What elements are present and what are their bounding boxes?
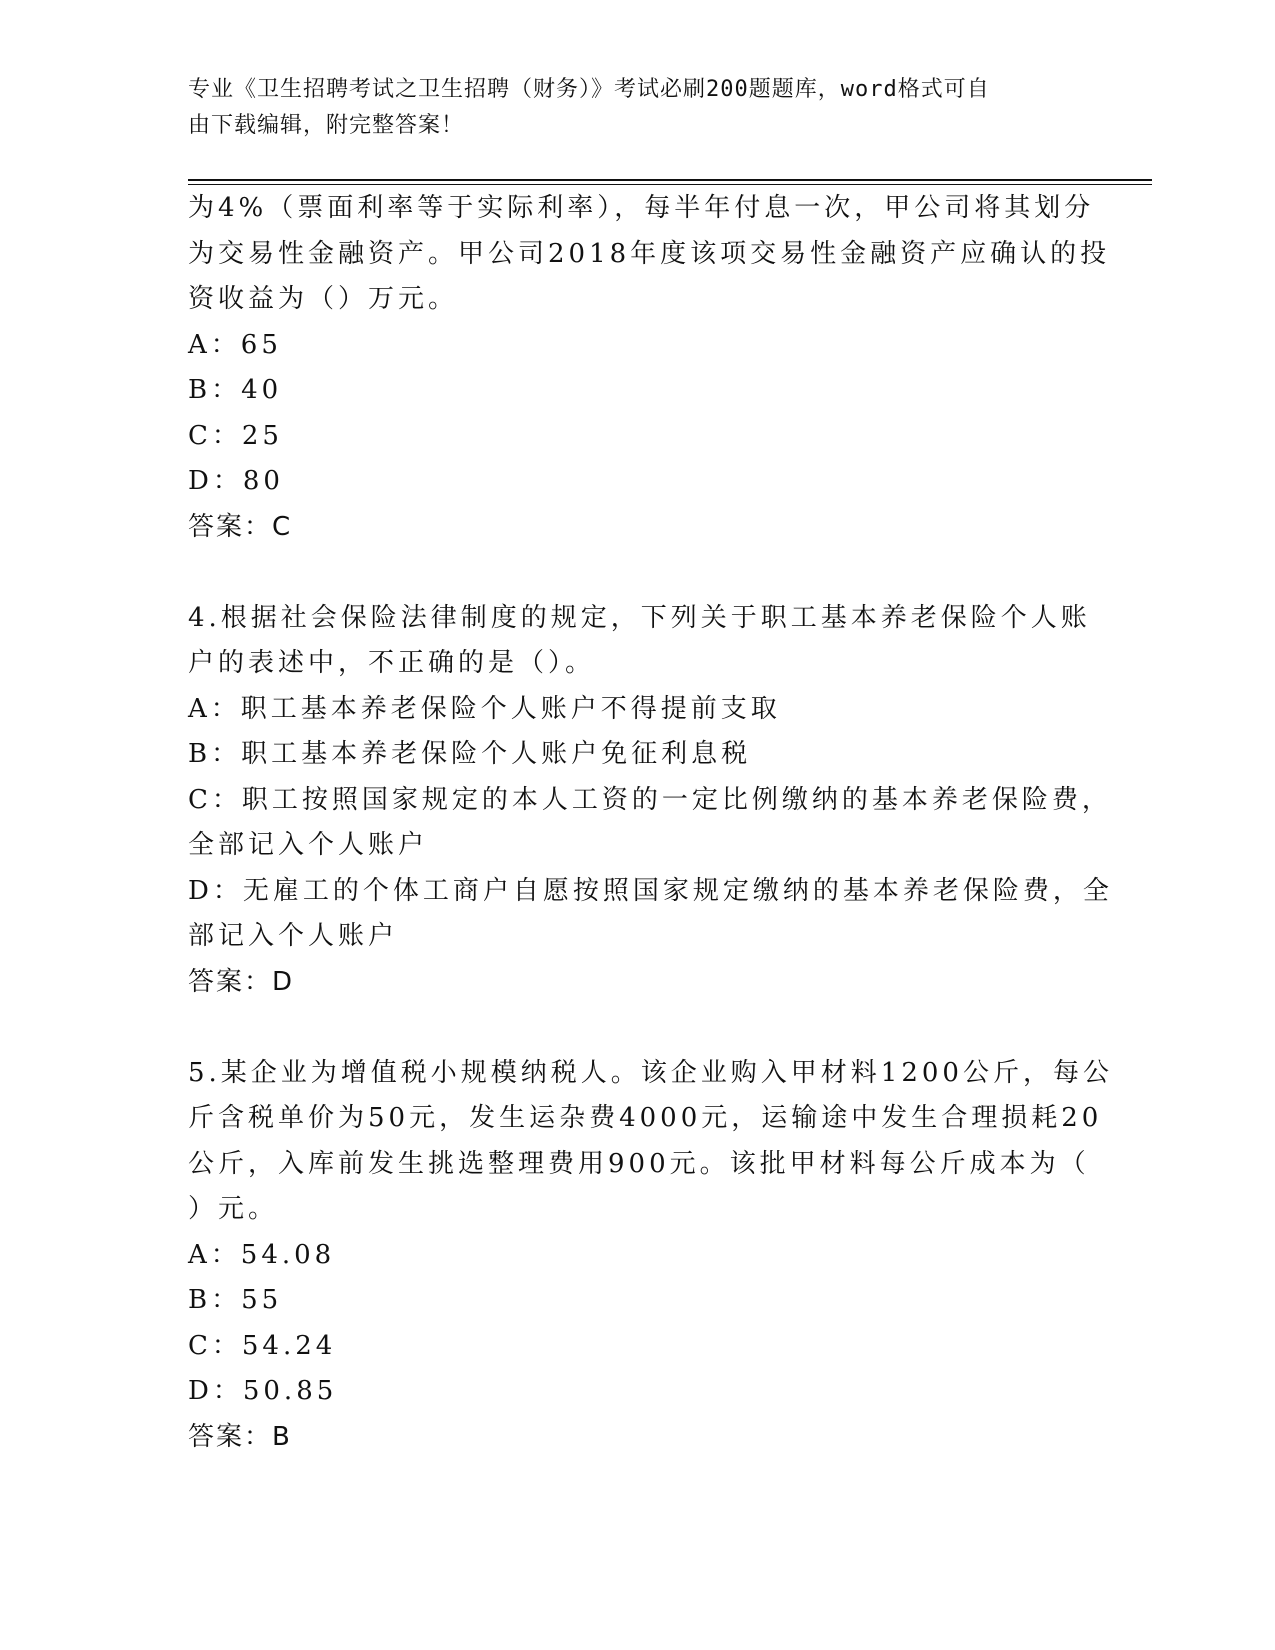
question-text-line: 4.根据社会保险法律制度的规定，下列关于职工基本养老保险个人账 — [188, 602, 1091, 633]
option-d: D：50.85 — [188, 1376, 338, 1406]
question-3 — [188, 186, 1111, 550]
header-line: 专业《卫生招聘考试之卫生招聘（财务）》考试必刷200题题库，word格式可自 — [188, 77, 990, 102]
header-line: 由下载编辑，附完整答案！ — [188, 113, 465, 138]
answer-line: 答案：D — [188, 966, 295, 997]
header-divider — [188, 179, 1152, 181]
question-text-line: 为4%（票面利率等于实际利率），每半年付息一次，甲公司将其划分 — [188, 193, 1095, 223]
question-5 — [188, 1051, 1113, 1461]
answer-line: 答案：C — [188, 511, 293, 542]
option-d-continued: 部记入个人账户 — [188, 921, 399, 951]
option-a: A：54.08 — [188, 1239, 336, 1270]
question-text-line: 资收益为（）万元。 — [188, 284, 459, 314]
question-text-line: 为交易性金融资产。甲公司2018年度该项交易性金融资产应确认的投 — [188, 238, 1111, 269]
header-divider-thin — [188, 184, 1152, 185]
option-b: B：40 — [188, 375, 283, 405]
option-a: A：职工基本养老保险个人账户不得提前支取 — [188, 693, 781, 724]
spacer — [188, 550, 1108, 596]
document-header — [188, 72, 1068, 144]
option-b: B：55 — [188, 1285, 283, 1315]
option-d: D：80 — [188, 466, 284, 496]
option-a: A：65 — [188, 329, 282, 360]
question-4 — [188, 596, 1113, 1006]
question-text-line: 斤含税单价为50元，发生运杂费4000元，运输途中发生合理损耗20 — [188, 1103, 1103, 1133]
option-c: C：25 — [188, 420, 283, 451]
option-c: C：54.24 — [188, 1330, 337, 1361]
question-text-line: 公斤，入库前发生挑选整理费用900元。该批甲材料每公斤成本为（ — [188, 1148, 1090, 1179]
answer-line: 答案：B — [188, 1421, 292, 1452]
spacer — [188, 1005, 1108, 1051]
option-b: B：职工基本养老保险个人账户免征利息税 — [188, 739, 752, 769]
option-c: C：职工按照国家规定的本人工资的一定比例缴纳的基本养老保险费， — [188, 784, 1112, 815]
question-content — [188, 186, 1113, 1460]
question-text-line: ）元。 — [188, 1194, 279, 1224]
option-c-continued: 全部记入个人账户 — [188, 830, 429, 860]
question-text-line: 户的表述中，不正确的是（）。 — [188, 648, 596, 678]
question-text-line: 5.某企业为增值税小规模纳税人。该企业购入甲材料1200公斤，每公 — [188, 1057, 1113, 1088]
option-d: D：无雇工的个体工商户自愿按照国家规定缴纳的基本养老保险费，全 — [188, 875, 1113, 906]
